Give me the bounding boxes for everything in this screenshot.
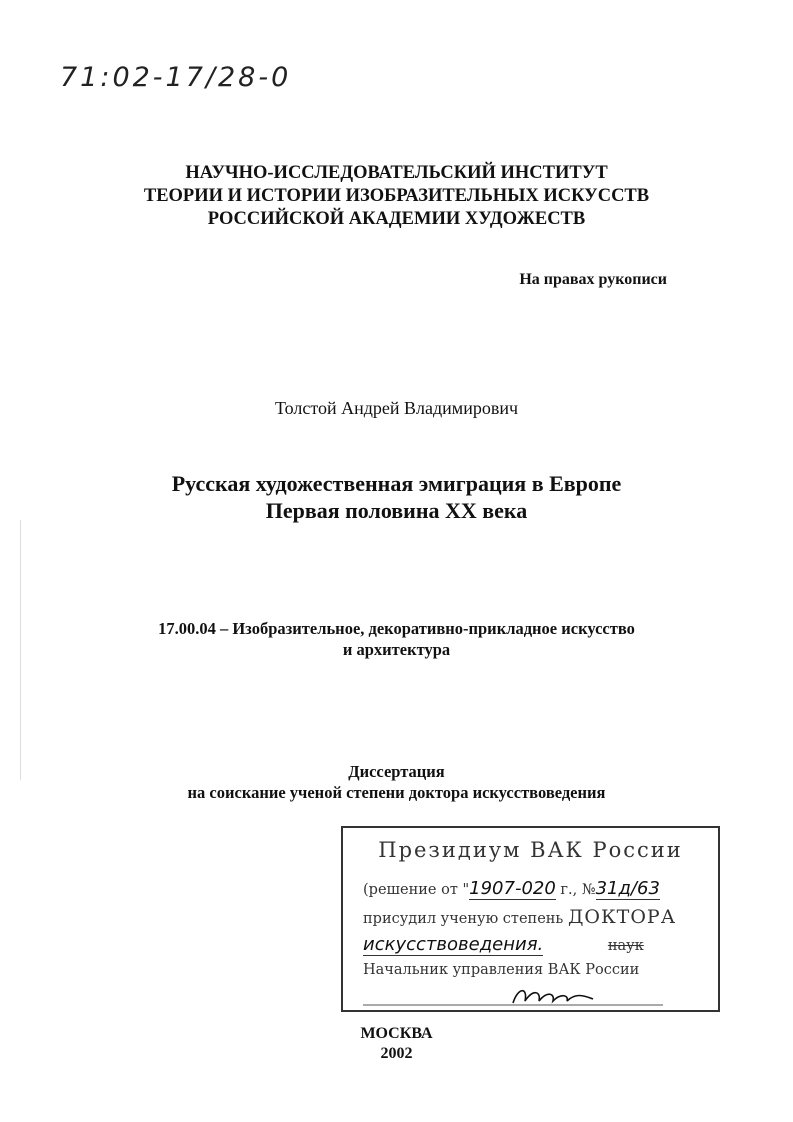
stamp-decision-number: 31д/63: [595, 878, 660, 899]
title-line-1: Русская художественная эмиграция в Европе: [171, 471, 622, 496]
institution-line-2: ТЕОРИИ И ИСТОРИИ ИЗОБРАЗИТЕЛЬНЫХ ИСКУССТВ: [143, 186, 650, 206]
institution-line-1: НАУЧНО-ИССЛЕДОВАТЕЛЬСКИЙ ИНСТИТУТ: [185, 163, 608, 183]
specialty-line-1: 17.00.04 – Изобразительное, декоративно-прикладное искусство: [158, 619, 635, 638]
institution-line-3: РОССИЙСКОЙ АКАДЕМИИ ХУДОЖЕСТВ: [207, 209, 586, 229]
dissertation-line-1: Диссертация: [348, 762, 445, 781]
stamp-header: Президиум ВАК России: [378, 838, 683, 862]
stamp-field-struck: наук: [607, 938, 644, 954]
author-name: Толстой Андрей Владимирович: [274, 398, 519, 418]
stamp-awarded-prefix: присудил ученую степень: [363, 911, 564, 927]
stamp-decision-row: [363, 878, 710, 900]
dissertation-line-2: на соискание ученой степени доктора искусствоведения: [187, 783, 606, 802]
vak-stamp: [341, 826, 720, 1012]
stamp-field-handwritten: искусствоведения.: [363, 934, 544, 955]
stamp-field-row: [363, 934, 710, 956]
specialty-line-2: и архитектура: [342, 640, 451, 659]
city-year: [0, 1024, 793, 1064]
stamp-decision-prefix: (решение от ": [363, 882, 470, 898]
stamp-decision-day: 19: [469, 878, 493, 899]
specialty: [0, 618, 793, 660]
archive-code: 71:02-17/28-0: [60, 62, 292, 93]
stamp-degree: ДОКТОРА: [567, 906, 677, 928]
dissertation-title: [0, 470, 793, 524]
rights-note: На правах рукописи: [519, 271, 667, 288]
stamp-signature-row: [363, 985, 710, 1013]
signature-icon: [363, 985, 663, 1009]
city: МОСКВА: [360, 1025, 433, 1042]
stamp-decision-year: 0: [544, 878, 556, 899]
title-line-2: Первая половина XX века: [265, 498, 528, 523]
stamp-awarded-row: [363, 906, 710, 928]
dissertation-type: [0, 761, 793, 803]
stamp-decision-g: г., №: [560, 882, 596, 898]
stamp-decision-date: 07-02: [492, 878, 545, 899]
institution-header: [0, 162, 793, 231]
year: 2002: [380, 1045, 413, 1062]
stamp-head-row: Начальник управления ВАК России: [363, 962, 640, 978]
